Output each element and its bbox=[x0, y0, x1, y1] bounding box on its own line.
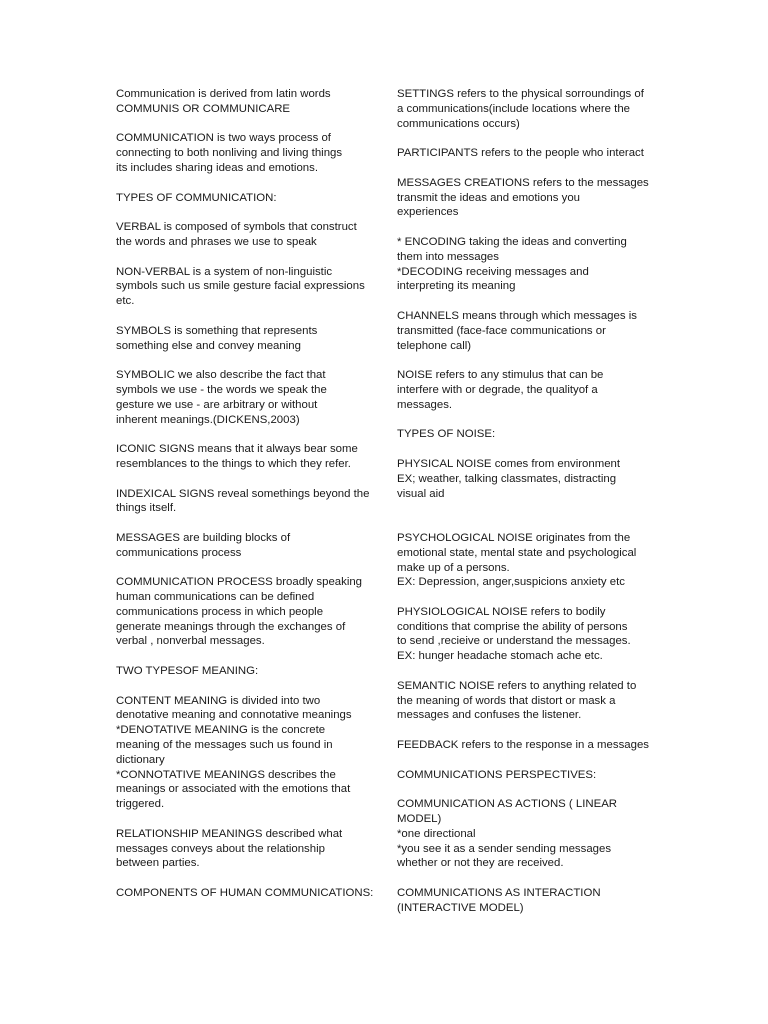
paragraph-iconic-signs: ICONIC SIGNS means that it always bear some resemblances to the things to which they refer. bbox=[116, 443, 358, 470]
paragraph-feedback: FEEDBACK refers to the response in a messages bbox=[397, 739, 649, 752]
paragraph-indexical-signs: INDEXICAL SIGNS reveal somethings beyond the things itself. bbox=[116, 487, 370, 515]
paragraph-encoding-decoding: * ENCODING taking the ideas and converting them into messages *DECODING receiving messages and interpreting its meaning bbox=[397, 235, 627, 293]
heading-types-of-noise: TYPES OF NOISE: bbox=[397, 428, 496, 441]
paragraph-content-meaning: CONTENT MEANING is divided into two denotative meaning and connotative meanings *DENOTATIVE MEANING is the concrete meaning of the messages such us found in dictionary *CONNOTATIVE MEANINGS describes the meanings or associated with the emotions that triggered. bbox=[116, 694, 352, 811]
heading-types-of-communication: TYPES OF COMMUNICATION: bbox=[116, 191, 277, 204]
paragraph-symbols: SYMBOLS is something that represents something else and convey meaning bbox=[116, 324, 318, 352]
paragraph-verbal: VERBAL is composed of symbols that construct the words and phrases we use to speak bbox=[116, 221, 357, 248]
paragraph-participants: PARTICIPANTS refers to the people who interact bbox=[397, 147, 644, 160]
paragraph-semantic-noise: SEMANTIC NOISE refers to anything related to the meaning of words that distort or mask a messages and confuses the listener. bbox=[397, 679, 637, 722]
paragraph-psychological-noise: PSYCHOLOGICAL NOISE originates from the emotional state, mental state and psychological make up of a persons. EX: Depression, anger,suspicions anxiety etc bbox=[397, 531, 637, 589]
paragraph-non-verbal: NON-VERBAL is a system of non-linguistic symbols such us smile gesture facial expressions etc. bbox=[116, 265, 365, 308]
heading-two-types-of-meaning: TWO TYPESOF MEANING: bbox=[116, 665, 259, 678]
paragraph-messages: MESSAGES are building blocks of communications process bbox=[116, 531, 291, 559]
paragraph-communication-as-actions: COMMUNICATION AS ACTIONS ( LINEAR MODEL) *one directional *you see it as a sender sending messages whether or not they are received. bbox=[397, 798, 618, 870]
paragraph-physiological-noise: PHYSIOLOGICAL NOISE refers to bodily conditions that comprise the ability of persons to send ,recieive or understand the messages. EX: hunger headache stomach ache etc. bbox=[397, 605, 631, 663]
paragraph-settings: SETTINGS refers to the physical sorroundings of a communications(include locations where the communications occurs) bbox=[397, 88, 644, 130]
heading-components-of-human-communications: COMPONENTS OF HUMAN COMMUNICATIONS: bbox=[116, 887, 374, 900]
paragraph-symbolic: SYMBOLIC we also describe the fact that symbols we use - the words we speak the gesture we use - are arbitrary or without inherent meanings.(DICKENS,2003) bbox=[116, 369, 327, 426]
paragraph-communication-process: COMMUNICATION PROCESS broadly speaking human communications can be defined communications process in which people generate meanings through the exchanges of verbal , nonverbal messages. bbox=[116, 576, 363, 648]
paragraph-communications-as-interaction: COMMUNICATIONS AS INTERACTION (INTERACTIVE MODEL) bbox=[397, 887, 601, 914]
paragraph-latin-origin: Communication is derived from latin words COMMUNIS OR COMMUNICARE bbox=[116, 88, 331, 115]
left-column bbox=[116, 87, 378, 916]
paragraph-channels: CHANNELS means through which messages is transmitted (face-face communications or telephone call) bbox=[397, 309, 637, 352]
paragraph-communication-definition: COMMUNICATION is two ways process of connecting to both nonliving and living things its includes sharing ideas and emotions. bbox=[116, 132, 343, 174]
right-column bbox=[397, 87, 659, 930]
paragraph-physical-noise: PHYSICAL NOISE comes from environment EX; weather, talking classmates, distracting visual aid bbox=[397, 457, 621, 500]
paragraph-messages-creations: MESSAGES CREATIONS refers to the messages transmit the ideas and emotions you experiences bbox=[397, 176, 649, 219]
paragraph-noise: NOISE refers to any stimulus that can be interfere with or degrade, the qualityof a messages. bbox=[397, 369, 604, 411]
heading-communications-perspectives: COMMUNICATIONS PERSPECTIVES: bbox=[397, 768, 597, 781]
paragraph-relationship-meanings: RELATIONSHIP MEANINGS described what messages conveys about the relationship between parties. bbox=[116, 827, 343, 870]
